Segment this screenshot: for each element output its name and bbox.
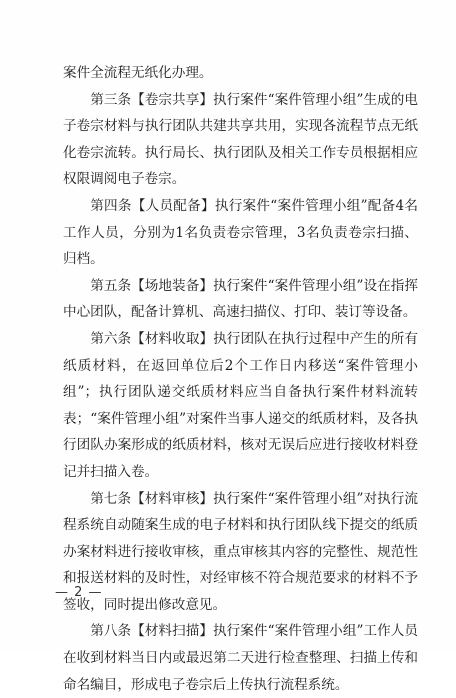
paragraph-article-6: 第六条【材料收取】执行团队在执行过程中产生的所有纸质材料，在返回单位后2个工作日内移送“案件管理小组”；执行团队递交纸质材料应当自备执行案件材料流转表；“案件管理小组”对案件当事人递交的纸质材料，及各执行团队办案形成的纸质材料，核对无误后应进行接收材料登记并扫描入卷。 bbox=[63, 330, 418, 480]
page-number: — 2 — bbox=[55, 585, 103, 600]
paragraph-article-5: 第五条【场地装备】执行案件“案件管理小组”设在指挥中心团队，配备计算机、高速扫描仪、打印、装订等设备。 bbox=[63, 277, 418, 321]
paragraph-article-3: 第三条【卷宗共享】执行案件“案件管理小组”生成的电子卷宗材料与执行团队共建共享共用，实现各流程节点无纸化卷宗流转。执行局长、执行团队及相关工作专员根据相应权限调阅电子卷宗。 bbox=[63, 91, 418, 188]
paragraph-continuation: 案件全流程无纸化办理。 bbox=[63, 65, 213, 81]
paragraph-article-8: 第八条【材料扫描】执行案件“案件管理小组”工作人员在收到材料当日内或最迟第二天进行检查整理、扫描上传和命名编目，形成电子卷宗后上传执行流程系统。 bbox=[63, 623, 418, 693]
paragraph-article-4: 第四条【人员配备】执行案件“案件管理小组”配备4名工作人员，分别为1名负责卷宗管理，3名负责卷宗扫描、归档。 bbox=[63, 197, 418, 268]
document-body bbox=[63, 60, 418, 698]
paragraph-article-7: 第七条【材料审核】执行案件“案件管理小组”对执行流程系统自动随案生成的电子材料和执行团队线下提交的纸质办案材料进行接收审核，重点审核其内容的完整性、规范性和报送材料的及时性，对经审核不符合规范要求的材料不予签收，同时提出修改意见。 bbox=[63, 490, 418, 613]
